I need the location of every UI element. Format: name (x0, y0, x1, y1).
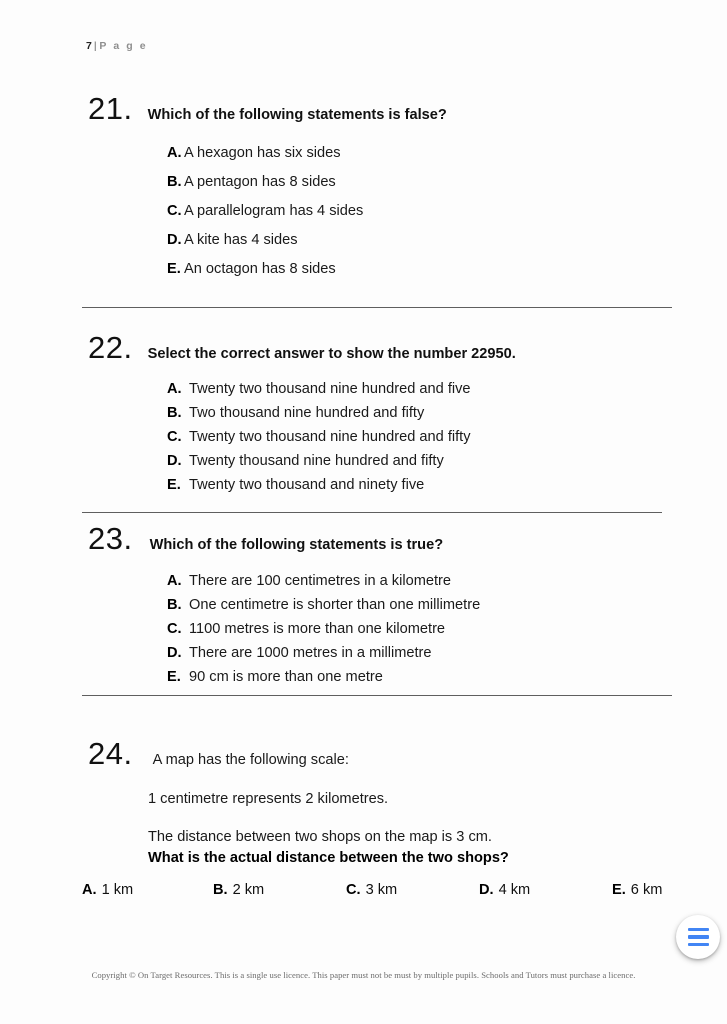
question-22-prompt: Select the correct answer to show the number 22950. (147, 346, 516, 362)
question-24-heading (88, 738, 688, 769)
question-22 (88, 332, 688, 501)
option-letter: B. (167, 173, 182, 190)
option-letter: A. (167, 572, 182, 589)
option-item[interactable] (167, 597, 688, 613)
option-letter: C. (346, 882, 361, 898)
option-text: A kite has 4 sides (184, 231, 298, 248)
option-text: 6 km (630, 882, 663, 898)
option-item[interactable] (167, 381, 688, 397)
option-letter: E. (167, 476, 181, 493)
option-text: 2 km (232, 882, 265, 898)
section-divider-3 (82, 695, 672, 696)
menu-fab-button[interactable] (676, 915, 720, 959)
question-24-scale-line: 1 centimetre represents 2 kilometres. (148, 791, 389, 807)
option-text: 90 cm is more than one metre (189, 668, 383, 685)
option-letter: C. (167, 620, 182, 637)
question-22-options (167, 381, 688, 493)
option-letter: C. (167, 428, 182, 445)
option-item[interactable] (167, 232, 688, 248)
question-23-heading (88, 523, 688, 555)
question-24 (88, 738, 688, 866)
page-header-label: P a g e (99, 40, 148, 52)
option-letter: C. (167, 202, 182, 219)
option-item[interactable] (167, 669, 688, 685)
question-24-distance-line: The distance between two shops on the map is 3 cm. (148, 829, 492, 845)
option-letter: D. (167, 452, 182, 469)
option-letter: D. (167, 231, 182, 248)
option-letter: B. (213, 882, 228, 898)
option-text: Twenty two thousand and ninety five (189, 476, 425, 493)
option-text: A parallelogram has 4 sides (184, 202, 364, 219)
option-item[interactable] (167, 429, 688, 445)
option-item[interactable] (346, 882, 479, 898)
page-header (86, 40, 148, 52)
footer-copyright: Copyright © On Target Resources. This is a single use licence. This paper must not be must by multiple pupils. Schools and Tutors must purchase a licence. (91, 970, 636, 980)
question-21-heading (88, 93, 688, 125)
section-divider-2 (82, 512, 662, 513)
question-24-number: 24. (88, 736, 133, 771)
option-item[interactable] (167, 261, 688, 277)
question-23-options (167, 573, 688, 685)
option-item[interactable] (167, 145, 688, 161)
question-23 (88, 523, 688, 693)
option-letter: E. (612, 882, 626, 898)
question-23-prompt: Which of the following statements is true? (149, 537, 444, 553)
option-text: There are 1000 metres in a millimetre (189, 644, 432, 661)
option-item[interactable] (82, 882, 213, 898)
option-text: Twenty thousand nine hundred and fifty (189, 452, 444, 469)
question-24-ask-line: What is the actual distance between the two shops? (148, 850, 509, 866)
option-letter: D. (479, 882, 494, 898)
option-item[interactable] (167, 573, 688, 589)
option-item[interactable] (167, 621, 688, 637)
section-divider-1 (82, 307, 672, 308)
option-item[interactable] (167, 477, 688, 493)
question-24-prompt: A map has the following scale: (152, 752, 349, 768)
option-text: 4 km (498, 882, 531, 898)
question-21 (88, 93, 688, 290)
option-letter: A. (167, 144, 182, 161)
option-item[interactable] (167, 405, 688, 421)
option-text: One centimetre is shorter than one millimetre (189, 596, 481, 613)
option-letter: B. (167, 596, 182, 613)
hamburger-menu-icon (688, 935, 709, 938)
option-item[interactable] (167, 174, 688, 190)
page-number: 7 (86, 40, 92, 52)
option-item[interactable] (612, 882, 662, 898)
hamburger-menu-icon (688, 943, 709, 946)
option-letter: A. (167, 380, 182, 397)
option-item[interactable] (167, 453, 688, 469)
option-text: Twenty two thousand nine hundred and fifty (189, 428, 471, 445)
hamburger-menu-icon (688, 928, 709, 931)
option-letter: E. (167, 260, 181, 277)
option-item[interactable] (167, 645, 688, 661)
question-22-heading (88, 332, 688, 364)
question-21-options (167, 145, 688, 277)
option-letter: D. (167, 644, 182, 661)
option-text: Twenty two thousand nine hundred and five (189, 380, 471, 397)
option-text: A pentagon has 8 sides (184, 173, 336, 190)
option-letter: B. (167, 404, 182, 421)
question-21-prompt: Which of the following statements is false? (147, 107, 447, 123)
option-text: 1100 metres is more than one kilometre (189, 620, 446, 637)
option-letter: A. (82, 882, 97, 898)
question-24-body (148, 791, 688, 866)
question-22-number: 22. (88, 330, 133, 365)
option-item[interactable] (479, 882, 612, 898)
option-letter: E. (167, 668, 181, 685)
option-text: Two thousand nine hundred and fifty (189, 404, 425, 421)
option-text: There are 100 centimetres in a kilometre (189, 572, 451, 589)
option-item[interactable] (167, 203, 688, 219)
option-text: A hexagon has six sides (184, 144, 341, 161)
option-text: An octagon has 8 sides (184, 260, 336, 277)
option-text: 1 km (101, 882, 134, 898)
question-21-number: 21. (88, 91, 133, 126)
option-item[interactable] (213, 882, 346, 898)
page-header-separator: | (93, 40, 98, 52)
option-text: 3 km (365, 882, 398, 898)
question-23-number: 23. (88, 521, 133, 556)
question-24-options (82, 882, 690, 898)
